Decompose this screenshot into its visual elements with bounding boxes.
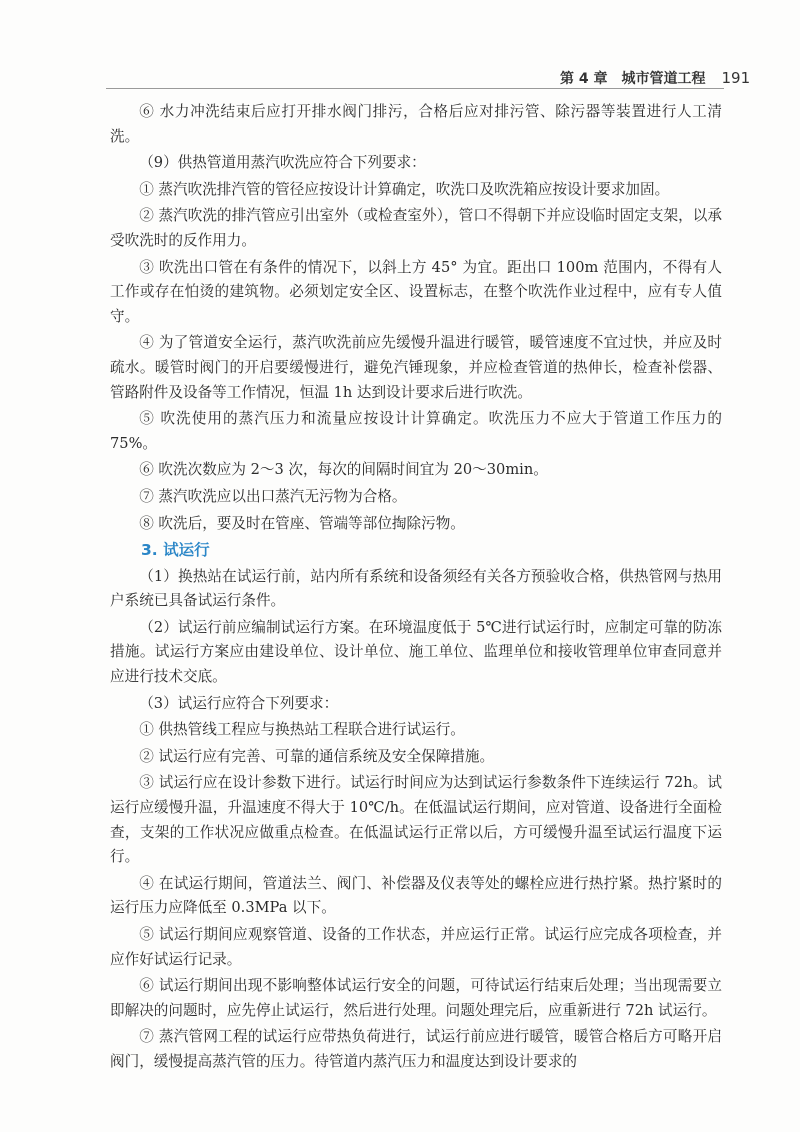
paragraph: ③ 吹洗出口管在有条件的情况下，以斜上方 45° 为宜。距出口 100m 范围内，不得有人工作或存在怕烫的建筑物。必须划定安全区、设置标志，在整个吹洗作业过程中，应有专人值守。: [110, 258, 722, 325]
paragraph: ① 蒸汽吹洗排汽管的管径应按设计计算确定，吹洗口及吹洗箱应按设计要求加固。: [139, 180, 670, 198]
paragraph: ⑧ 吹洗后，要及时在管座、管端等部位掏除污物。: [139, 514, 465, 532]
paragraph: ⑤ 吹洗使用的蒸汽压力和流量应按设计计算确定。吹洗压力不应大于管道工作压力的 75%。: [110, 410, 722, 452]
body-text: [110, 100, 722, 1077]
paragraph: （1）换热站在试运行前，站内所有系统和设备须经有关各方预验收合格，供热管网与热用户系统已具备试运行条件。: [110, 567, 722, 610]
chapter-title: 城市管道工程: [621, 71, 706, 87]
paragraph: ⑥ 水力冲洗结束后应打开排水阀门排污，合格后应对排污管、除污器等装置进行人工清洗。: [110, 103, 722, 145]
paragraph: ② 蒸汽吹洗的排汽管应引出室外（或检查室外），管口不得朝下并应设临时固定支架，以承受吹洗时的反作用力。: [110, 207, 722, 249]
paragraph: ⑥ 试运行期间出现不影响整体试运行安全的问题，可待试运行结束后处理；当出现需要立即解决的问题时，应先停止试运行，然后进行处理。问题处理完后，应重新进行 72h 试运行。: [110, 977, 722, 1019]
page-number: 191: [721, 69, 751, 87]
section-heading: 3. 试运行: [141, 541, 210, 560]
paragraph: （3）试运行应符合下列要求：: [139, 694, 339, 712]
paragraph: ② 试运行应有完善、可靠的通信系统及安全保障措施。: [139, 747, 495, 765]
paragraph: ④ 为了管道安全运行，蒸汽吹洗前应先缓慢升温进行暖管，暖管速度不宜过快，并应及时疏水。暖管时阀门的开启要缓慢进行，避免汽锤现象，并应检查管道的热伸长，检查补偿器、管路附件及设备等工作情况，恒温 1h 达到设计要求后进行吹洗。: [110, 334, 722, 401]
running-header: [560, 68, 750, 88]
paragraph: ⑦ 蒸汽管网工程的试运行应带热负荷进行，试运行前应进行暖管，暖管合格后方可略开启阀门，缓慢提高蒸汽管的压力。待管道内蒸汽压力和温度达到设计要求的: [110, 1028, 722, 1070]
paragraph: ⑥ 吹洗次数应为 2～3 次，每次的间隔时间宜为 20～30min。: [139, 461, 548, 479]
paragraph: ⑤ 试运行期间应观察管道、设备的工作状态，并应运行正常。试运行应完成各项检查，并应作好试运行记录。: [110, 926, 722, 968]
paragraph: ① 供热管线工程应与换热站工程联合进行试运行。: [139, 721, 465, 739]
paragraph: （2）试运行前应编制试运行方案。在环境温度低于 5℃进行试运行时，应制定可靠的防冻措施。试运行方案应由建设单位、设计单位、施工单位、监理单位和接收管理单位审查同意并应进行技术交底。: [110, 618, 722, 686]
paragraph: （9）供热管道用蒸汽吹洗应符合下列要求：: [139, 154, 426, 172]
header-divider: [106, 88, 724, 89]
paragraph: ⑦ 蒸汽吹洗应以出口蒸汽无污物为合格。: [139, 487, 407, 505]
paragraph: ③ 试运行应在设计参数下进行。试运行时间应为达到试运行参数条件下连续运行 72h。试运行应缓慢升温，升温速度不得大于 10℃/h。在低温试运行期间，应对管道、设备进行全面检查，支架的工作状况应做重点检查。在低温试运行正常以后，方可缓慢升温至试运行温度下运行。: [110, 774, 722, 866]
chapter-label: 第 4 章: [560, 71, 608, 87]
paragraph: ④ 在试运行期间，管道法兰、阀门、补偿器及仪表等处的螺栓应进行热拧紧。热拧紧时的运行压力应降低至 0.3MPa 以下。: [110, 874, 722, 917]
